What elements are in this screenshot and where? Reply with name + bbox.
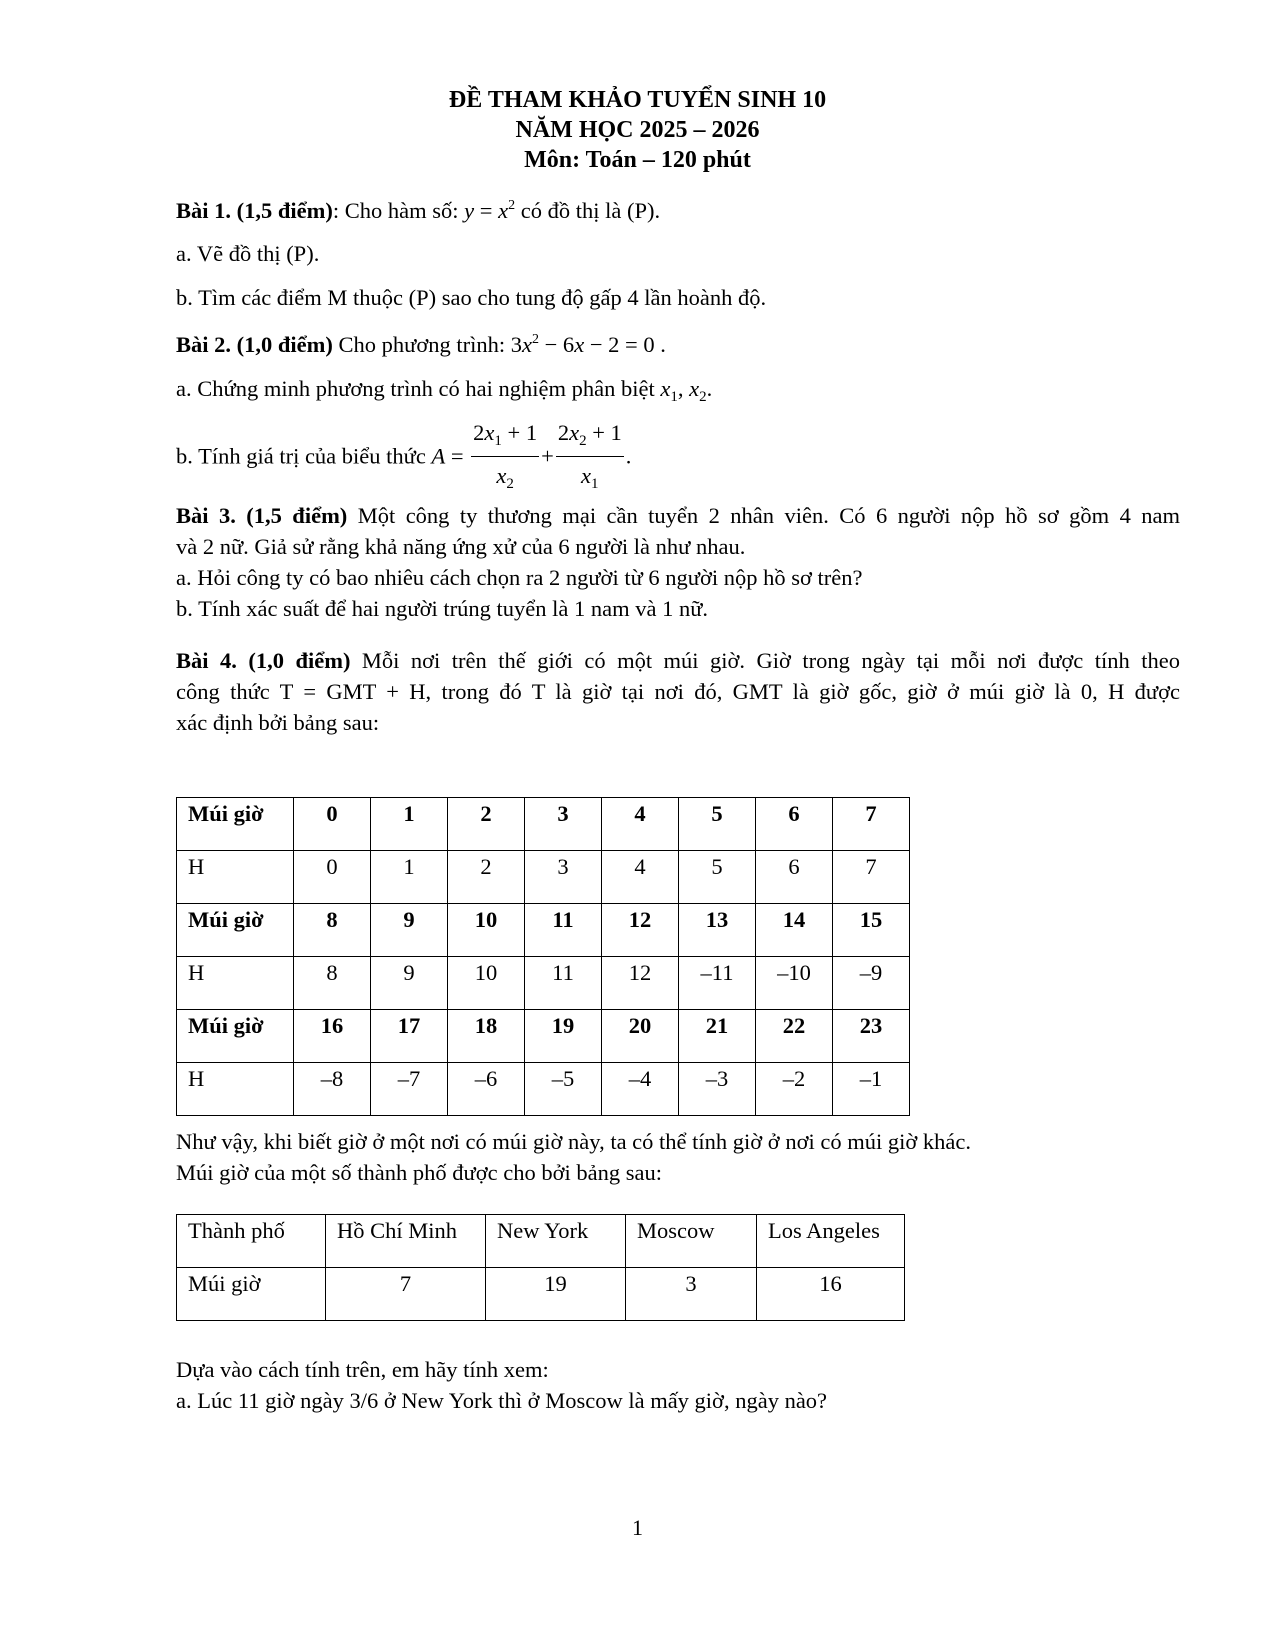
bai4-heading: Bài 4. (1,0 điểm) (176, 648, 351, 673)
fraction-2: $\frac{2x_2 + 1}{x_1}$ (557, 420, 622, 492)
offset-row (177, 1063, 910, 1116)
fraction-1: $\frac{2x_1 + 1}{x_2}$ (473, 420, 538, 492)
table-cell: 19 (525, 1010, 602, 1063)
city-header-row (177, 1215, 905, 1268)
timezone-table (176, 797, 910, 1116)
row-label-cell: Múi giờ (177, 798, 294, 851)
bai3-part-b: b. Tính xác suất để hai người trúng tuyển là 1 nam và 1 nữ. (176, 596, 709, 621)
table-cell: 18 (448, 1010, 525, 1063)
table-cell: 2 (448, 851, 525, 904)
table-cell: 10 (448, 904, 525, 957)
city-timezone-table (176, 1214, 905, 1321)
subject-line: Môn: Toán – 120 phút (524, 147, 751, 173)
bai4-question-intro: Dựa vào cách tính trên, em hãy tính xem: (176, 1357, 549, 1382)
bai4-part-a: a. Lúc 11 giờ ngày 3/6 ở New York thì ở Moscow là mấy giờ, ngày nào? (176, 1388, 828, 1413)
table-cell: 11 (525, 957, 602, 1010)
table-cell: 0 (294, 798, 371, 851)
table-cell: 11 (525, 904, 602, 957)
bai3-statement-cont: và 2 nữ. Giả sử rằng khả năng ứng xử của 6 người là như nhau. (176, 534, 746, 559)
table-cell: 9 (371, 957, 448, 1010)
table-cell: –3 (679, 1063, 756, 1116)
offset-row (177, 957, 910, 1010)
table-cell: 2 (448, 798, 525, 851)
table-cell: 6 (756, 798, 833, 851)
table-cell: 6 (756, 851, 833, 904)
table-cell: 12 (602, 957, 679, 1010)
table-cell: 3 (525, 798, 602, 851)
city-value-cell: Múi giờ (177, 1268, 326, 1321)
bai1-heading: Bài 1. (1,5 điểm) (176, 198, 333, 223)
table-cell: –4 (602, 1063, 679, 1116)
city-header-cell: Moscow (626, 1215, 757, 1268)
table-cell: 5 (679, 851, 756, 904)
bai4-statement-line3: xác định bởi bảng sau: (176, 710, 380, 735)
table-cell: 5 (679, 798, 756, 851)
table-cell: –5 (525, 1063, 602, 1116)
bai3-part-a: a. Hỏi công ty có bao nhiêu cách chọn ra 2 người từ 6 người nộp hồ sơ trên? (176, 565, 863, 590)
table-cell: 21 (679, 1010, 756, 1063)
bai3-heading: Bài 3. (1,5 điểm) (176, 503, 348, 528)
table-cell: 16 (294, 1010, 371, 1063)
table-cell: 14 (756, 904, 833, 957)
table-cell: 4 (602, 798, 679, 851)
city-header-cell: New York (486, 1215, 626, 1268)
table-cell: 17 (371, 1010, 448, 1063)
city-header-cell: Thành phố (177, 1215, 326, 1268)
row-label-cell: H (177, 851, 294, 904)
bai3-statement: Bài 3. (1,5 điểm) Một công ty thương mại cần tuyển 2 nhân viên. Có 6 người nộp hồ sơ gồm 4 nam (176, 503, 1180, 528)
table-cell: –2 (756, 1063, 833, 1116)
city-value-cell: 16 (757, 1268, 905, 1321)
city-value-cell: 3 (626, 1268, 757, 1321)
table-cell: 15 (833, 904, 910, 957)
timezone-row (177, 904, 910, 957)
bai2-part-b: b. Tính giá trị của biểu thức A = $\frac{2x_1 + 1}{x_2}$ + $\frac{2x_2 + 1}{x_1}$ . (176, 420, 632, 492)
table-cell: –1 (833, 1063, 910, 1116)
table-cell: –10 (756, 957, 833, 1010)
row-label-cell: Múi giờ (177, 904, 294, 957)
bai2-statement: Bài 2. (1,0 điểm) Cho phương trình: $3x^2 - 6x - 2 = 0$ . (176, 332, 666, 357)
bai4-after-table-line1: Như vậy, khi biết giờ ở một nơi có múi giờ này, ta có thể tính giờ ở nơi có múi giờ khác. (176, 1129, 971, 1154)
table-cell: 12 (602, 904, 679, 957)
table-cell: –9 (833, 957, 910, 1010)
table-cell: 9 (371, 904, 448, 957)
table-cell: 8 (294, 957, 371, 1010)
timezone-row (177, 798, 910, 851)
bai4-statement: Bài 4. (1,0 điểm) Mỗi nơi trên thế giới có một múi giờ. Giờ trong ngày tại mỗi nơi được tính theo (176, 648, 1180, 673)
table-cell: –8 (294, 1063, 371, 1116)
bai1-part-b: b. Tìm các điểm M thuộc (P) sao cho tung độ gấp 4 lần hoành độ. (176, 285, 767, 310)
bai4-statement-line2: công thức T = GMT + H, trong đó T là giờ tại nơi đó, GMT là giờ gốc, giờ ở múi giờ là 0, H được (176, 679, 1180, 704)
table-cell: 22 (756, 1010, 833, 1063)
table-cell: 7 (833, 851, 910, 904)
city-value-cell: 19 (486, 1268, 626, 1321)
exam-title: ĐỀ THAM KHẢO TUYỂN SINH 10 (448, 87, 827, 113)
table-cell: 20 (602, 1010, 679, 1063)
table-cell: 1 (371, 798, 448, 851)
bai4-after-table-line2: Múi giờ của một số thành phố được cho bởi bảng sau: (176, 1160, 662, 1185)
row-label-cell: H (177, 957, 294, 1010)
table-cell: 10 (448, 957, 525, 1010)
bai2-part-a: a. Chứng minh phương trình có hai nghiệm phân biệt $x_1$, $x_2$. (176, 376, 713, 405)
school-year: NĂM HỌC 2025 – 2026 (515, 117, 760, 143)
table-cell: 13 (679, 904, 756, 957)
page-number: 1 (632, 1515, 643, 1540)
bai1-part-a: a. Vẽ đồ thị (P). (176, 241, 320, 266)
bai2-heading: Bài 2. (1,0 điểm) (176, 332, 333, 357)
table-cell: 23 (833, 1010, 910, 1063)
timezone-row (177, 1010, 910, 1063)
table-cell: 1 (371, 851, 448, 904)
offset-row (177, 851, 910, 904)
city-header-cell: Los Angeles (757, 1215, 905, 1268)
table-cell: 7 (833, 798, 910, 851)
bai1-statement: Bài 1. (1,5 điểm): Cho hàm số: $y = x^2$ có đồ thị là (P). (176, 198, 661, 223)
row-label-cell: Múi giờ (177, 1010, 294, 1063)
city-value-cell: 7 (326, 1268, 486, 1321)
table-cell: 3 (525, 851, 602, 904)
table-cell: –7 (371, 1063, 448, 1116)
table-cell: –11 (679, 957, 756, 1010)
city-value-row (177, 1268, 905, 1321)
city-header-cell: Hồ Chí Minh (326, 1215, 486, 1268)
table-cell: –6 (448, 1063, 525, 1116)
table-cell: 4 (602, 851, 679, 904)
row-label-cell: H (177, 1063, 294, 1116)
table-cell: 0 (294, 851, 371, 904)
table-cell: 8 (294, 904, 371, 957)
